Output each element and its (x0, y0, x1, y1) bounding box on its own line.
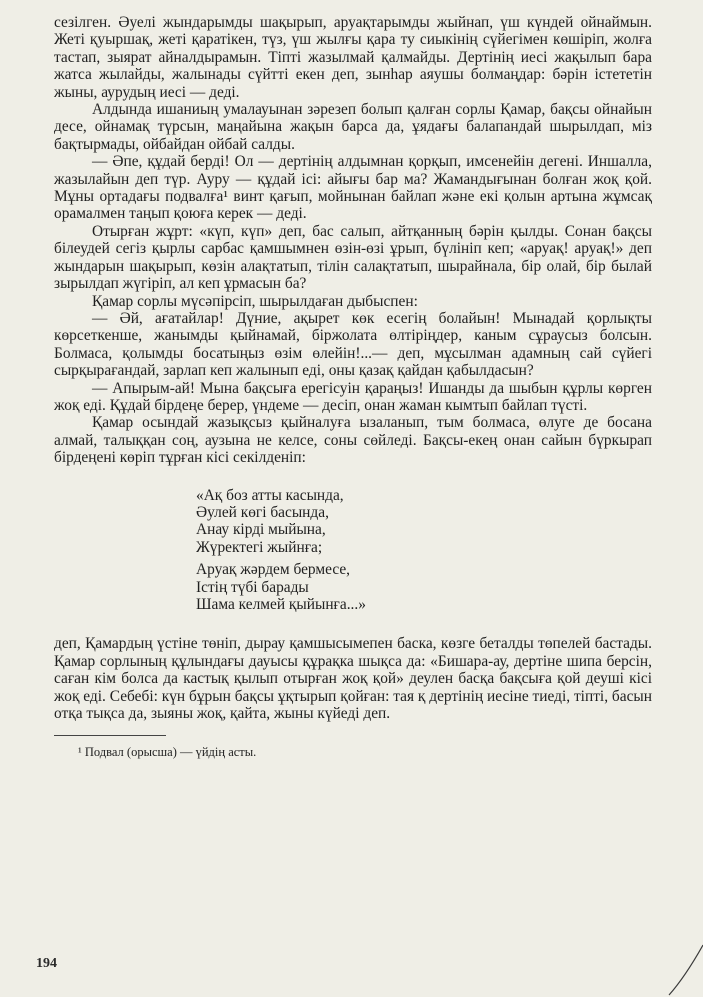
main-text (54, 14, 652, 467)
poem (196, 487, 652, 614)
page-number: 194 (36, 956, 57, 971)
body-paragraph: Отырған жұрт: «күп, күп» деп, бас салып, айтқанның бәрін қылды. Сонан бақсы білеудей сегіз қырлы сарбас қамшымнен өзін-өзі ұрып, бүлініп кеп; «аруақ! аруақ!» деп жындарын шақырып, көзін алақтатып, тілін салақтатып, шырайнала, бір олай, бір былай зырылдап жүгіріп, ал кеп ұрмасын ба? (54, 222, 652, 293)
poem-line: Шама келмей қыйынға...» (196, 596, 366, 613)
footnote-rule (54, 735, 166, 736)
body-paragraph: Қамар осындай жазықсыз қыйналуға ызаланып, тым болмаса, өлуге де босана алмай, талыққан соң, аузына не келсе, соны сөйледі. Бақсы-екең онан сайын бүркырап бірдеңені көріп тұрған кісі секілденіп: (54, 414, 652, 467)
poem-line: Істің түбі барады (196, 578, 309, 596)
poem-stanza (196, 487, 652, 557)
body-paragraph: Қамар сорлы мүсәпірсіп, шырылдаған дыбыспен: (92, 292, 418, 310)
footnote-mark: ¹ (78, 745, 82, 760)
closing-paragraph: деп, Қамардың үстіне төніп, дырау қамшысымепен баска, көзге беталды төпелей бастады. Қамар сорлының құлындағы дауысы құрақка шықса да: «Бишара-ау, дертіне шипа берсін, саған кім болса да кастық қылып отырған жоқ қой» деулен басқа бақсыға қой деуші кісі жоқ еді. Себебі: күн бұрын бақсы ұқтырып қойған: тая қ дертінің иесіне тиеді, тіпті, басын отқа тықса да, зыяны жоқ, қайта, жыны күйеді деп. (54, 635, 652, 723)
poem-line: Анау кірді мыйына, (196, 521, 326, 539)
body-paragraph: — Апырым-ай! Мына бақсыға ерегісуін қараңыз! Ишанды да шыбын құрлы көрген жоқ еді. Құдай бірдеңе берер, үндеме — десіп, онан жаман кымтып байлап түсті. (54, 379, 652, 414)
page-body (54, 14, 652, 760)
body-paragraph: — Әй, ағатайлар! Дүние, ақырет көк есегің болайын! Мынадай қорлықты көрсеткенше, жанымды қыйнамай, біржолата өлтіріңдер, каным сұраусыз болсын. Болмаса, қолымды босатыңыз өзім өлейін!...— деп, мұсылман адамның сай сүйегі сырқырағандай, зарлап кеп жалынып еді, оны қазақ қайдан қабылдасын? (54, 309, 652, 380)
page-corner-mark (663, 937, 703, 997)
poem-stanza (196, 561, 652, 613)
closing-text (54, 635, 652, 722)
poem-line: Аруақ жәрдем бермесе, (196, 561, 351, 579)
footnote (54, 745, 652, 760)
poem-line: «Ақ боз атты касында, (196, 486, 344, 504)
body-paragraph: — Әпе, құдай берді! Ол — дертінің алдымнан қорқып, имсенейін дегені. Иншалла, жазылайын деп түр. Ауру — құдай ісі: айығы бар ма? Жамандығынан болған жоқ қой. Мұны ортадағы подвалға¹ винт қағып, мойнынан байлап және екі қолын артына жұмсақ орамалмен таңып қоюға керек — деді. (54, 153, 652, 223)
poem-line: Жүректегі жыйнға; (196, 538, 323, 556)
body-paragraph: сезілген. Әуелі жындарымды шақырып, аруақтарымды жыйнап, үш күндей ойнаймын. Жеті қуыршақ, жеті қаратікен, түз, үш жылғы қара ту сиыкінің сүйегімен көшіріп, жолға тастап, зыярат айналдырамын. Тіпті жазылмай қалмайды. Дертінің иесі жақылып бара жатса жылайды, жалынады сүйтті екен деп, зынһар аяушы болмаңдар: бәрін істететін жыны, аурудың иесі — деді. (54, 14, 652, 101)
footnote-text: Подвал (орысша) — үйдің асты. (84, 745, 257, 760)
poem-line: Әулей көгі басында, (196, 503, 329, 521)
body-paragraph: Алдында ишаниың умалауынан зәрезеп болып қалған сорлы Қамар, бақсы ойнайын десе, ойнамақ түрсын, маңайына жақын барса да, ұядағы балапандай шырылдап, міз бақтырмады, ойбайдан ойбай салды. (54, 101, 652, 153)
